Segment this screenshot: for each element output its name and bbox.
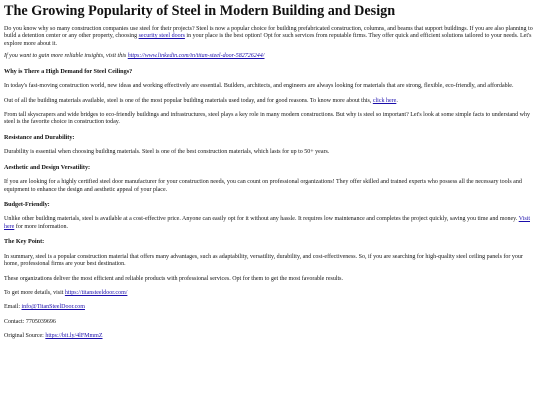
intro-text-after: in your place is the best option! Opt for such services from reputable firms. They offer quick and efficient solutions tailored to your needs. Let's explore more about it.	[4, 33, 532, 47]
security-steel-doors-link[interactable]: security steel doors	[138, 33, 185, 40]
linkedin-prefix: If you want to gain more reliable insights, visit this	[4, 53, 128, 60]
aesthetic-heading: Aesthetic and Design Versatility:	[4, 163, 91, 171]
demand-paragraph-3: From tall skyscrapers and wide bridges to eco-friendly buildings and infrastructures, steel plays a key role in many modern constructions. But why is steel so important? Let's look at some simple facts to understand why steel is the favorite choice in construction today.	[4, 111, 530, 126]
budget-text-after: for more information.	[14, 223, 68, 230]
keypoint-paragraph-2: These organizations deliver the most efficient and reliable products with professional services. Opt for them to get the most favorable results.	[4, 275, 344, 282]
intro-text-before: Do you know why so many construction companies use steel for their projects? Steel is now a popular choice for building prefabricated construction, columns, and beams that support buildings. If you are also planning to build a detention center or any other property, choosing	[4, 26, 533, 40]
email-prefix: Email:	[4, 304, 22, 311]
source-link[interactable]: https://bit.ly/4lFMmmZ	[45, 333, 103, 340]
linkedin-link[interactable]: https://www.linkedin.com/in/titan-steel-door-582726244/	[127, 53, 265, 60]
aesthetic-paragraph: If you are looking for a highly certified steel door manufacturer for your construction needs, you can count on professional organizations! They offer skilled and trained experts who possess all the necessary tools and equipment to enhance the design and aesthetic appeal of your place.	[4, 179, 522, 193]
page-title: The Growing Popularity of Steel in Modern Building and Design	[4, 3, 396, 19]
demand-paragraph-1: In today's fast-moving construction world, new ideas and working effectively are essential. Builders, architects, and engineers are always looking for materials that are strong, flexible, eco-friendly, and affordable.	[4, 83, 514, 90]
resistance-heading: Resistance and Durability:	[4, 133, 75, 141]
source-prefix: Original Source:	[4, 333, 46, 340]
email-link[interactable]: info@TitanSteelDoor.com	[21, 304, 85, 311]
source-paragraph	[4, 333, 534, 340]
keypoint-paragraph-1: In summary, steel is a popular construction material that offers many advantages, such as adaptability, versatility, durability, and cost-effectiveness. So, if you are searching for high-quality steel ceiling panels for your home, professional firms are your best destination.	[4, 253, 523, 268]
intro-paragraph	[4, 26, 534, 48]
click-here-link[interactable]: click here	[372, 97, 397, 104]
demand-paragraph-2	[4, 98, 534, 105]
demand-heading: Why is There a High Demand for Steel Ceilings?	[4, 67, 133, 75]
details-prefix: To get more details, visit	[4, 290, 65, 296]
demand-text-after: .	[396, 97, 398, 104]
email-paragraph	[4, 304, 534, 311]
contact-paragraph: Contact: 7705039696	[4, 318, 56, 325]
visit-here-link[interactable]: Visit here	[4, 216, 530, 230]
keypoint-heading: The Key Point:	[4, 238, 45, 246]
linkedin-paragraph	[4, 53, 534, 60]
demand-text-before: Out of all the building materials available, steel is one of the most popular building materials used today, and for good reasons. To know more about this,	[4, 97, 373, 104]
details-paragraph	[4, 290, 534, 297]
budget-paragraph	[4, 216, 534, 231]
budget-heading: Budget-Friendly:	[4, 200, 50, 208]
budget-text-before: Unlike other building materials, steel is available at a cost-effective price. Anyone can easily opt for it without any hassle. It requires low maintenance and completes the project quickly, saving you time and money.	[4, 216, 519, 223]
website-link[interactable]: https://titansteeldoor.com/	[64, 290, 128, 296]
resistance-paragraph: Durability is essential when choosing building materials. Steel is one of the best construction materials, which lasts for up to 50+ years.	[4, 149, 330, 156]
